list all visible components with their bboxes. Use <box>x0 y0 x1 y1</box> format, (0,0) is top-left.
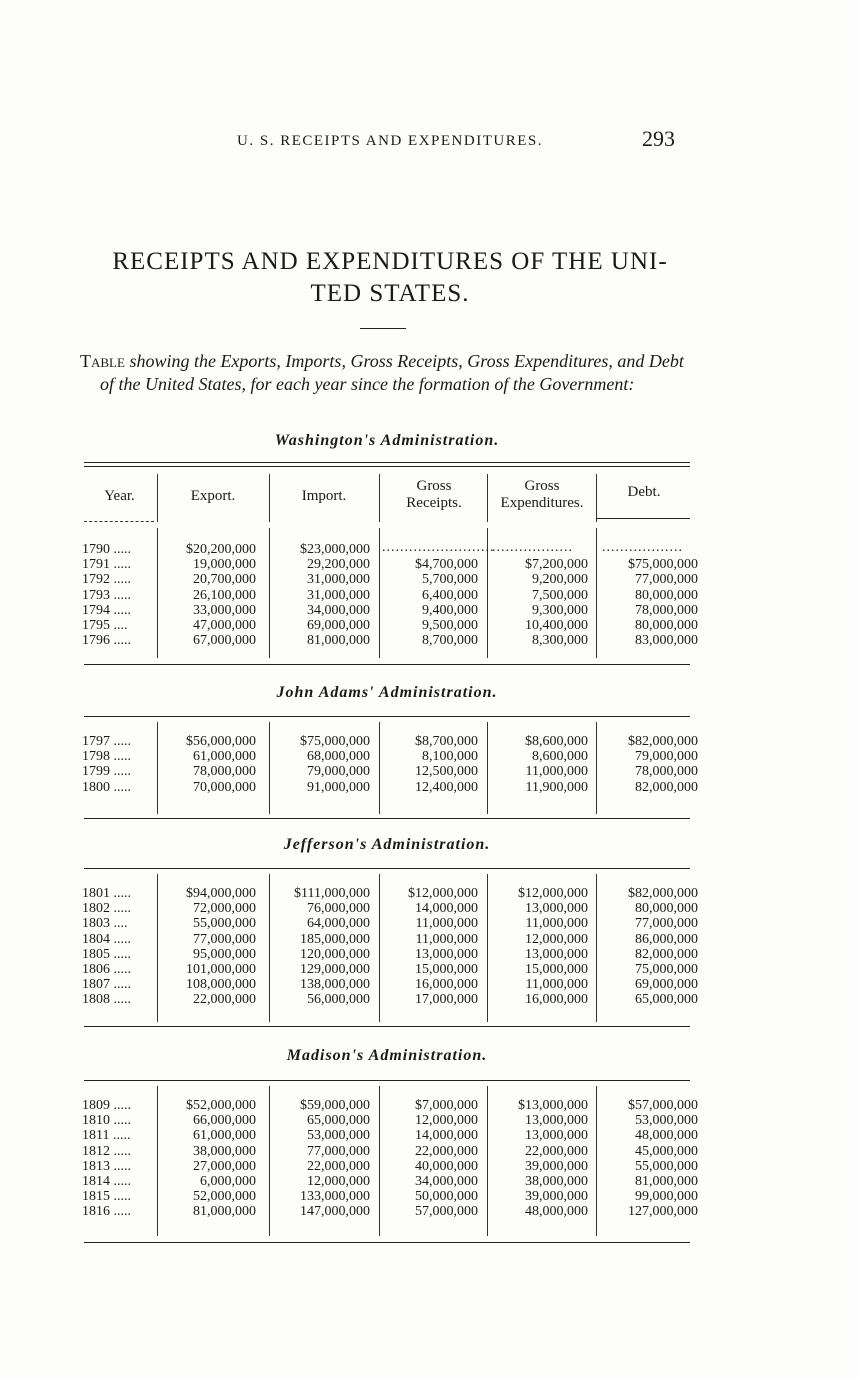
debt-cell: 48,000,000 <box>635 1128 698 1144</box>
receipts-cell: $12,000,000 <box>408 886 478 901</box>
table-top-rule <box>84 462 690 467</box>
debt-cell: 81,000,000 <box>635 1174 698 1189</box>
year-cell: 1795 .... <box>82 618 128 633</box>
export-cell: 55,000,000 <box>193 916 256 932</box>
debt-cell: $75,000,000 <box>628 557 698 573</box>
export-cell: 108,000,000 <box>186 977 256 993</box>
expenditures-cell: 11,000,000 <box>525 977 588 993</box>
export-cell: $20,200,000 <box>186 542 256 557</box>
export-cell: 33,000,000 <box>193 602 256 618</box>
import-cell: 120,000,000 <box>300 946 370 962</box>
table-row <box>82 1174 698 1189</box>
header-gross-receipts: Gross Receipts. <box>406 478 462 511</box>
column-divider <box>487 474 488 522</box>
debt-cell: $82,000,000 <box>628 886 698 901</box>
debt-cell: 75,000,000 <box>635 962 698 977</box>
receipts-cell: 9,500,000 <box>422 618 478 633</box>
debt-cell: 77,000,000 <box>635 916 698 932</box>
export-cell: 67,000,000 <box>193 633 256 649</box>
export-cell: 78,000,000 <box>193 764 256 780</box>
table-top-rule <box>84 868 690 869</box>
year-cell: 1801 ..... <box>82 886 131 901</box>
import-cell: $111,000,000 <box>294 886 370 901</box>
export-cell: 52,000,000 <box>193 1189 256 1205</box>
table-row <box>82 1204 698 1220</box>
header-export: Export. <box>190 488 236 504</box>
receipts-cell: 40,000,000 <box>415 1158 478 1174</box>
table-row <box>82 542 692 557</box>
export-cell: 6,000,000 <box>200 1174 256 1189</box>
page-number: 293 <box>642 126 675 151</box>
year-cell: 1790 ..... <box>82 542 131 557</box>
year-cell: 1807 ..... <box>82 977 131 993</box>
import-cell: 29,200,000 <box>307 557 370 573</box>
table-row <box>82 587 698 603</box>
receipts-cell: 14,000,000 <box>415 1128 478 1144</box>
receipts-cell: 12,400,000 <box>415 779 478 795</box>
year-cell: 1816 ..... <box>82 1204 131 1220</box>
expenditures-cell: 39,000,000 <box>525 1189 588 1205</box>
table-bottom-rule <box>84 664 690 665</box>
receipts-cell: 12,000,000 <box>415 1113 478 1129</box>
expenditures-cell: 9,300,000 <box>532 602 588 618</box>
year-cell: 1811 ..... <box>82 1128 131 1144</box>
year-cell: 1813 ..... <box>82 1158 131 1174</box>
debt-cell: 80,000,000 <box>635 618 698 633</box>
receipts-cell: 11,000,000 <box>415 916 478 932</box>
expenditures-cell: 13,000,000 <box>525 901 588 917</box>
table-bottom-rule <box>84 1026 690 1027</box>
import-cell: 53,000,000 <box>307 1128 370 1144</box>
table-row <box>82 734 698 749</box>
year-cell: 1796 ..... <box>82 633 131 649</box>
expenditures-cell: 48,000,000 <box>525 1204 588 1220</box>
export-cell: 101,000,000 <box>186 962 256 977</box>
table-bottom-rule <box>84 1242 690 1243</box>
table-madison <box>82 1086 698 1236</box>
year-cell: 1806 ..... <box>82 962 131 977</box>
receipts-cell: 9,400,000 <box>422 602 478 618</box>
receipts-cell: 14,000,000 <box>415 901 478 917</box>
import-cell: 79,000,000 <box>307 764 370 780</box>
import-cell: $23,000,000 <box>300 542 370 557</box>
receipts-cell: $4,700,000 <box>415 557 478 573</box>
receipts-cell: 50,000,000 <box>415 1189 478 1205</box>
table-row <box>82 633 698 649</box>
expenditures-cell: 7,500,000 <box>532 587 588 603</box>
receipts-cell: 16,000,000 <box>415 977 478 993</box>
table-row <box>82 764 698 780</box>
year-cell: 1792 ..... <box>82 572 131 588</box>
debt-cell: 65,000,000 <box>635 992 698 1008</box>
section-title-madison: Madison's Administration. <box>286 1047 488 1064</box>
export-cell: 72,000,000 <box>193 901 256 917</box>
table-row <box>82 1128 698 1144</box>
expenditures-cell: 8,300,000 <box>532 633 588 649</box>
export-cell: 38,000,000 <box>193 1143 256 1159</box>
receipts-cell: 57,000,000 <box>415 1204 478 1220</box>
receipts-cell: 22,000,000 <box>415 1143 478 1159</box>
export-cell: $56,000,000 <box>186 734 256 749</box>
export-cell: 20,700,000 <box>193 572 256 588</box>
expenditures-cell: 12,000,000 <box>525 931 588 947</box>
year-cell: 1804 ..... <box>82 931 131 947</box>
debt-cell: 80,000,000 <box>635 587 698 603</box>
intro-paragraph <box>80 350 692 396</box>
receipts-cell: 6,400,000 <box>422 587 478 603</box>
import-cell: 129,000,000 <box>300 962 370 977</box>
receipts-cell: 34,000,000 <box>415 1174 478 1189</box>
table-row <box>82 557 698 573</box>
import-cell: 22,000,000 <box>307 1158 370 1174</box>
expenditures-cell: 8,600,000 <box>532 749 588 765</box>
import-cell: 34,000,000 <box>307 602 370 618</box>
import-cell: $59,000,000 <box>300 1098 370 1113</box>
table-row <box>82 749 698 765</box>
import-cell: 31,000,000 <box>307 572 370 588</box>
leader-dots: .................. <box>602 540 683 555</box>
year-cell: 1798 ..... <box>82 749 131 765</box>
debt-cell: 55,000,000 <box>635 1158 698 1174</box>
expenditures-cell: 22,000,000 <box>525 1143 588 1159</box>
receipts-cell: $7,000,000 <box>415 1098 478 1113</box>
receipts-cell: 15,000,000 <box>415 962 478 977</box>
import-cell: 185,000,000 <box>300 931 370 947</box>
export-cell: 95,000,000 <box>193 946 256 962</box>
year-cell: 1802 ..... <box>82 901 131 917</box>
table-row <box>82 1158 698 1174</box>
export-cell: $94,000,000 <box>186 886 256 901</box>
section-title-jefferson: Jefferson's Administration. <box>283 836 491 853</box>
import-cell: 31,000,000 <box>307 587 370 603</box>
receipts-cell: 17,000,000 <box>415 992 478 1008</box>
receipts-cell: 5,700,000 <box>422 572 478 588</box>
year-cell: 1794 ..... <box>82 602 131 618</box>
expenditures-cell: 9,200,000 <box>532 572 588 588</box>
table-top-rule <box>84 1080 690 1081</box>
debt-cell: 69,000,000 <box>635 977 698 993</box>
header-import: Import. <box>301 488 347 504</box>
header-gross-expenditures: Gross Expenditures. <box>500 478 584 511</box>
export-cell: 66,000,000 <box>193 1113 256 1129</box>
table-row <box>82 572 698 588</box>
header-year-dash <box>84 521 154 522</box>
table-adams <box>82 722 698 814</box>
import-cell: 77,000,000 <box>307 1143 370 1159</box>
export-cell: 81,000,000 <box>193 1204 256 1220</box>
main-title-line-2: TED STATES. <box>310 280 470 307</box>
export-cell: 61,000,000 <box>193 1128 256 1144</box>
export-cell: 70,000,000 <box>193 779 256 795</box>
import-cell: 69,000,000 <box>307 618 370 633</box>
table-row <box>82 931 698 947</box>
export-cell: 27,000,000 <box>193 1158 256 1174</box>
header-year: Year. <box>104 488 135 504</box>
section-title-adams: John Adams' Administration. <box>276 684 498 701</box>
table-row <box>82 886 698 901</box>
main-title <box>70 246 710 310</box>
table-row <box>82 1113 698 1129</box>
debt-cell: $57,000,000 <box>628 1098 698 1113</box>
debt-cell: 53,000,000 <box>635 1113 698 1129</box>
table-jefferson <box>82 874 698 1022</box>
year-cell: 1805 ..... <box>82 946 131 962</box>
import-cell: 81,000,000 <box>307 633 370 649</box>
column-header <box>82 474 692 522</box>
table-row <box>82 977 698 993</box>
debt-cell: 82,000,000 <box>635 779 698 795</box>
expenditures-cell: 39,000,000 <box>525 1158 588 1174</box>
table-row <box>82 916 698 932</box>
import-cell: 147,000,000 <box>300 1204 370 1220</box>
year-cell: 1809 ..... <box>82 1098 131 1113</box>
expenditures-cell: $8,600,000 <box>525 734 588 749</box>
expenditures-cell: 13,000,000 <box>525 946 588 962</box>
import-cell: 68,000,000 <box>307 749 370 765</box>
table-row <box>82 602 698 618</box>
expenditures-cell: 15,000,000 <box>525 962 588 977</box>
debt-cell: 45,000,000 <box>635 1143 698 1159</box>
debt-cell: 86,000,000 <box>635 931 698 947</box>
main-title-line-1: RECEIPTS AND EXPENDITURES OF THE UNI- <box>112 248 668 275</box>
import-cell: $75,000,000 <box>300 734 370 749</box>
table-row <box>82 779 698 795</box>
receipts-cell: 13,000,000 <box>415 946 478 962</box>
receipts-cell: 11,000,000 <box>415 931 478 947</box>
import-cell: 138,000,000 <box>300 977 370 993</box>
table-row <box>82 618 698 633</box>
table-row <box>82 992 698 1008</box>
expenditures-cell: 13,000,000 <box>525 1128 588 1144</box>
receipts-cell: 12,500,000 <box>415 764 478 780</box>
running-head: U. S. RECEIPTS AND EXPENDITURES. <box>237 133 543 149</box>
leader-dots: .................. <box>492 540 573 555</box>
debt-cell: 79,000,000 <box>635 749 698 765</box>
table-row <box>82 901 698 917</box>
expenditures-cell: 11,000,000 <box>525 916 588 932</box>
year-cell: 1810 ..... <box>82 1113 131 1129</box>
title-rule <box>360 328 406 329</box>
import-cell: 76,000,000 <box>307 901 370 917</box>
expenditures-cell: 11,000,000 <box>525 764 588 780</box>
intro-lead: Table <box>80 351 125 371</box>
year-cell: 1814 ..... <box>82 1174 131 1189</box>
export-cell: 47,000,000 <box>193 618 256 633</box>
header-bottom-rule <box>596 518 690 519</box>
expenditures-cell: 16,000,000 <box>525 992 588 1008</box>
export-cell: $52,000,000 <box>186 1098 256 1113</box>
debt-cell: 83,000,000 <box>635 633 698 649</box>
expenditures-cell: 11,900,000 <box>525 779 588 795</box>
expenditures-cell: $7,200,000 <box>525 557 588 573</box>
intro-text: showing the Exports, Imports, Gross Receipts, Gross Expenditures, and Debt of the United States, for each year since the formation of the Government: <box>100 351 684 394</box>
table-bottom-rule <box>84 818 690 819</box>
expenditures-cell: $13,000,000 <box>518 1098 588 1113</box>
year-cell: 1815 ..... <box>82 1189 131 1205</box>
table-washington <box>82 528 698 658</box>
header-debt: Debt. <box>627 484 661 500</box>
expenditures-cell: 13,000,000 <box>525 1113 588 1129</box>
table-row <box>82 946 698 962</box>
section-title-washington: Washington's Administration. <box>274 432 500 449</box>
debt-cell: 77,000,000 <box>635 572 698 588</box>
year-cell: 1808 ..... <box>82 992 131 1008</box>
expenditures-cell: 10,400,000 <box>525 618 588 633</box>
expenditures-cell: $12,000,000 <box>518 886 588 901</box>
table-row <box>82 1143 698 1159</box>
export-cell: 77,000,000 <box>193 931 256 947</box>
import-cell: 91,000,000 <box>307 779 370 795</box>
year-cell: 1793 ..... <box>82 587 131 603</box>
export-cell: 26,100,000 <box>193 587 256 603</box>
column-divider <box>379 474 380 522</box>
year-cell: 1797 ..... <box>82 734 131 749</box>
receipts-cell: 8,700,000 <box>422 633 478 649</box>
import-cell: 133,000,000 <box>300 1189 370 1205</box>
receipts-cell: $8,700,000 <box>415 734 478 749</box>
export-cell: 61,000,000 <box>193 749 256 765</box>
debt-cell: 82,000,000 <box>635 946 698 962</box>
debt-cell: 127,000,000 <box>628 1204 698 1220</box>
receipts-cell: 8,100,000 <box>422 749 478 765</box>
debt-cell: 78,000,000 <box>635 602 698 618</box>
table-row <box>82 962 698 977</box>
export-cell: 22,000,000 <box>193 992 256 1008</box>
year-cell: 1800 ..... <box>82 779 131 795</box>
table-row <box>82 1189 698 1205</box>
leader-dots: ......................... <box>382 540 495 555</box>
import-cell: 65,000,000 <box>307 1113 370 1129</box>
year-cell: 1803 .... <box>82 916 128 932</box>
debt-cell: 99,000,000 <box>635 1189 698 1205</box>
debt-cell: $82,000,000 <box>628 734 698 749</box>
expenditures-cell: 38,000,000 <box>525 1174 588 1189</box>
debt-cell: 78,000,000 <box>635 764 698 780</box>
export-cell: 19,000,000 <box>193 557 256 573</box>
table-top-rule <box>84 716 690 717</box>
table-row <box>82 1098 698 1113</box>
year-cell: 1791 ..... <box>82 557 131 573</box>
year-cell: 1799 ..... <box>82 764 131 780</box>
import-cell: 12,000,000 <box>307 1174 370 1189</box>
debt-cell: 80,000,000 <box>635 901 698 917</box>
import-cell: 56,000,000 <box>307 992 370 1008</box>
import-cell: 64,000,000 <box>307 916 370 932</box>
year-cell: 1812 ..... <box>82 1143 131 1159</box>
